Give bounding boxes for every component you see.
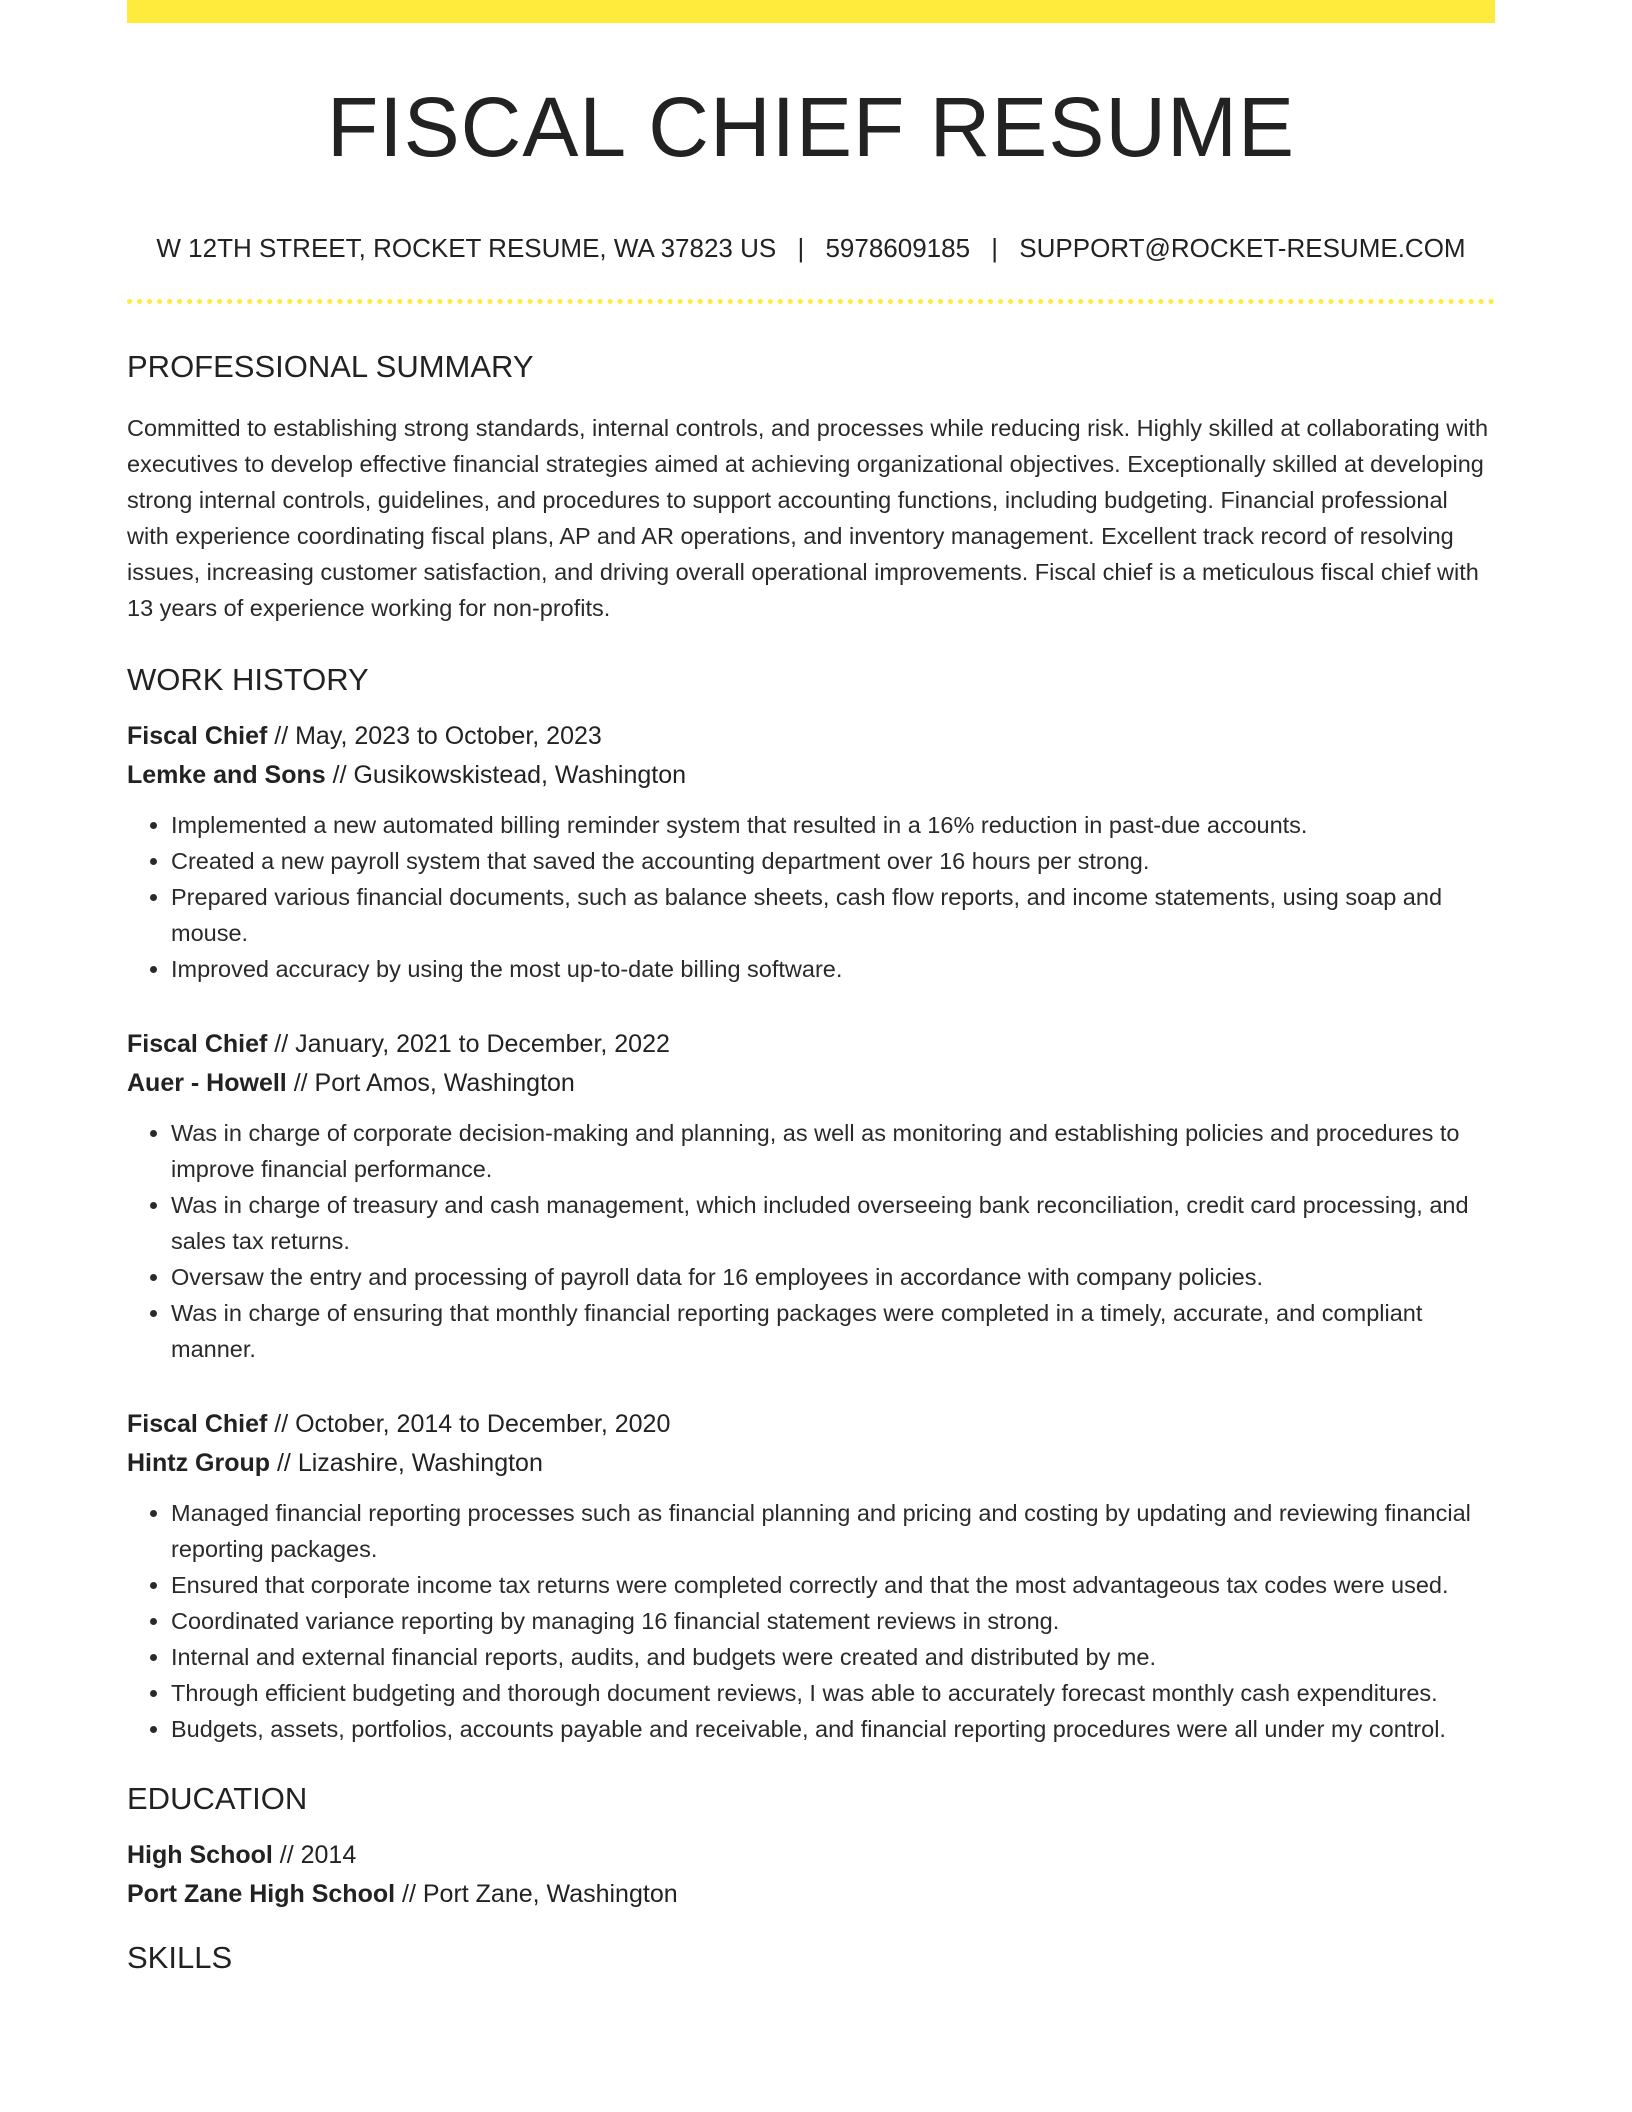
job-dates: // January, 2021 to December, 2022 bbox=[267, 1030, 670, 1058]
list-item: • Through efficient budgeting and thorough document reviews, I was able to accurately forecast monthly cash expenditures. bbox=[171, 1675, 1495, 1711]
list-item: • Managed financial reporting processes such as financial planning and pricing and costing by updating and reviewing financial reporting packages. bbox=[171, 1495, 1495, 1567]
list-item: • Budgets, assets, portfolios, accounts payable and receivable, and financial reporting procedures were all under my control. bbox=[171, 1711, 1495, 1747]
job-location: // Lizashire, Washington bbox=[270, 1449, 543, 1477]
job-title-line bbox=[127, 717, 1495, 756]
job-company-line bbox=[127, 1064, 1495, 1103]
education-heading: EDUCATION bbox=[127, 1781, 308, 1816]
job-title: Fiscal Chief bbox=[127, 1030, 268, 1058]
dotted-divider bbox=[127, 299, 1495, 304]
list-item: • Ensured that corporate income tax returns were completed correctly and that the most advantageous tax codes were used. bbox=[171, 1567, 1495, 1603]
list-item: • Was in charge of corporate decision-making and planning, as well as monitoring and establishing policies and procedures to improve financial performance. bbox=[171, 1115, 1495, 1187]
resume-title: FISCAL CHIEF RESUME bbox=[326, 80, 1296, 174]
job-bullets bbox=[127, 807, 1495, 987]
education-school: Port Zane High School bbox=[127, 1880, 396, 1908]
job-company: Hintz Group bbox=[127, 1449, 271, 1477]
job-title: Fiscal Chief bbox=[127, 1410, 268, 1438]
job-company: Lemke and Sons bbox=[127, 761, 326, 789]
job-title-line bbox=[127, 1025, 1495, 1064]
work-history-heading: WORK HISTORY bbox=[127, 662, 369, 697]
job-entry bbox=[127, 717, 1495, 987]
job-title-line bbox=[127, 1405, 1495, 1444]
education-degree: High School bbox=[127, 1841, 273, 1869]
job-location: // Gusikowskistead, Washington bbox=[325, 761, 687, 789]
list-item: • Was in charge of treasury and cash management, which included overseeing bank reconciliation, credit card processing, and sales tax returns. bbox=[171, 1187, 1495, 1259]
job-entry bbox=[127, 1025, 1495, 1367]
job-title: Fiscal Chief bbox=[127, 722, 268, 750]
list-item: • Internal and external financial reports, audits, and budgets were created and distributed by me. bbox=[171, 1639, 1495, 1675]
contact-address: W 12TH STREET, ROCKET RESUME, WA 37823 US bbox=[156, 233, 777, 263]
list-item: • Created a new payroll system that saved the accounting department over 16 hours per strong. bbox=[171, 843, 1495, 879]
resume-page bbox=[127, 0, 1495, 1973]
list-item: • Prepared various financial documents, such as balance sheets, cash flow reports, and income statements, using soap and mouse. bbox=[171, 879, 1495, 951]
job-company-line bbox=[127, 1444, 1495, 1483]
education-degree-line bbox=[127, 1836, 1495, 1875]
contact-separator: | bbox=[797, 233, 805, 263]
job-dates: // May, 2023 to October, 2023 bbox=[267, 722, 602, 750]
list-item: • Was in charge of ensuring that monthly financial reporting packages were completed in a timely, accurate, and compliant manner. bbox=[171, 1295, 1495, 1367]
education-school-line bbox=[127, 1875, 1495, 1914]
contact-separator: | bbox=[991, 233, 999, 263]
contact-phone: 5978609185 bbox=[825, 233, 971, 263]
job-dates: // October, 2014 to December, 2020 bbox=[267, 1410, 671, 1438]
contact-line bbox=[127, 235, 1495, 261]
list-item: • Implemented a new automated billing reminder system that resulted in a 16% reduction in past-due accounts. bbox=[171, 807, 1495, 843]
job-bullets bbox=[127, 1115, 1495, 1367]
list-item: • Improved accuracy by using the most up-to-date billing software. bbox=[171, 951, 1495, 987]
summary-text: Committed to establishing strong standards, internal controls, and processes while reducing risk. Highly skilled at collaborating with executives to develop effective financial strategies aimed at achieving organizational objectives. Exceptionally skilled at developing strong internal controls, guidelines, and procedures to support accounting functions, including budgeting. Financial professional with experience coordinating fiscal plans, AP and AR operations, and inventory management. Excellent track record of resolving issues, increasing customer satisfaction, and driving overall operational improvements. Fiscal chief is a meticulous fiscal chief with 13 years of experience working for non-profits. bbox=[127, 415, 1489, 621]
education-location: // Port Zane, Washington bbox=[395, 1880, 678, 1908]
list-item: • Oversaw the entry and processing of payroll data for 16 employees in accordance with company policies. bbox=[171, 1259, 1495, 1295]
summary-heading: PROFESSIONAL SUMMARY bbox=[127, 349, 534, 384]
education-entry bbox=[127, 1836, 1495, 1914]
job-company: Auer - Howell bbox=[127, 1069, 287, 1097]
accent-bar bbox=[127, 0, 1495, 23]
job-company-line bbox=[127, 756, 1495, 795]
contact-email: SUPPORT@ROCKET-RESUME.COM bbox=[1019, 233, 1466, 263]
job-bullets bbox=[127, 1495, 1495, 1747]
skills-heading: SKILLS bbox=[127, 1940, 233, 1975]
education-year: // 2014 bbox=[272, 1841, 357, 1869]
job-entry bbox=[127, 1405, 1495, 1747]
job-location: // Port Amos, Washington bbox=[286, 1069, 575, 1097]
list-item: • Coordinated variance reporting by managing 16 financial statement reviews in strong. bbox=[171, 1603, 1495, 1639]
